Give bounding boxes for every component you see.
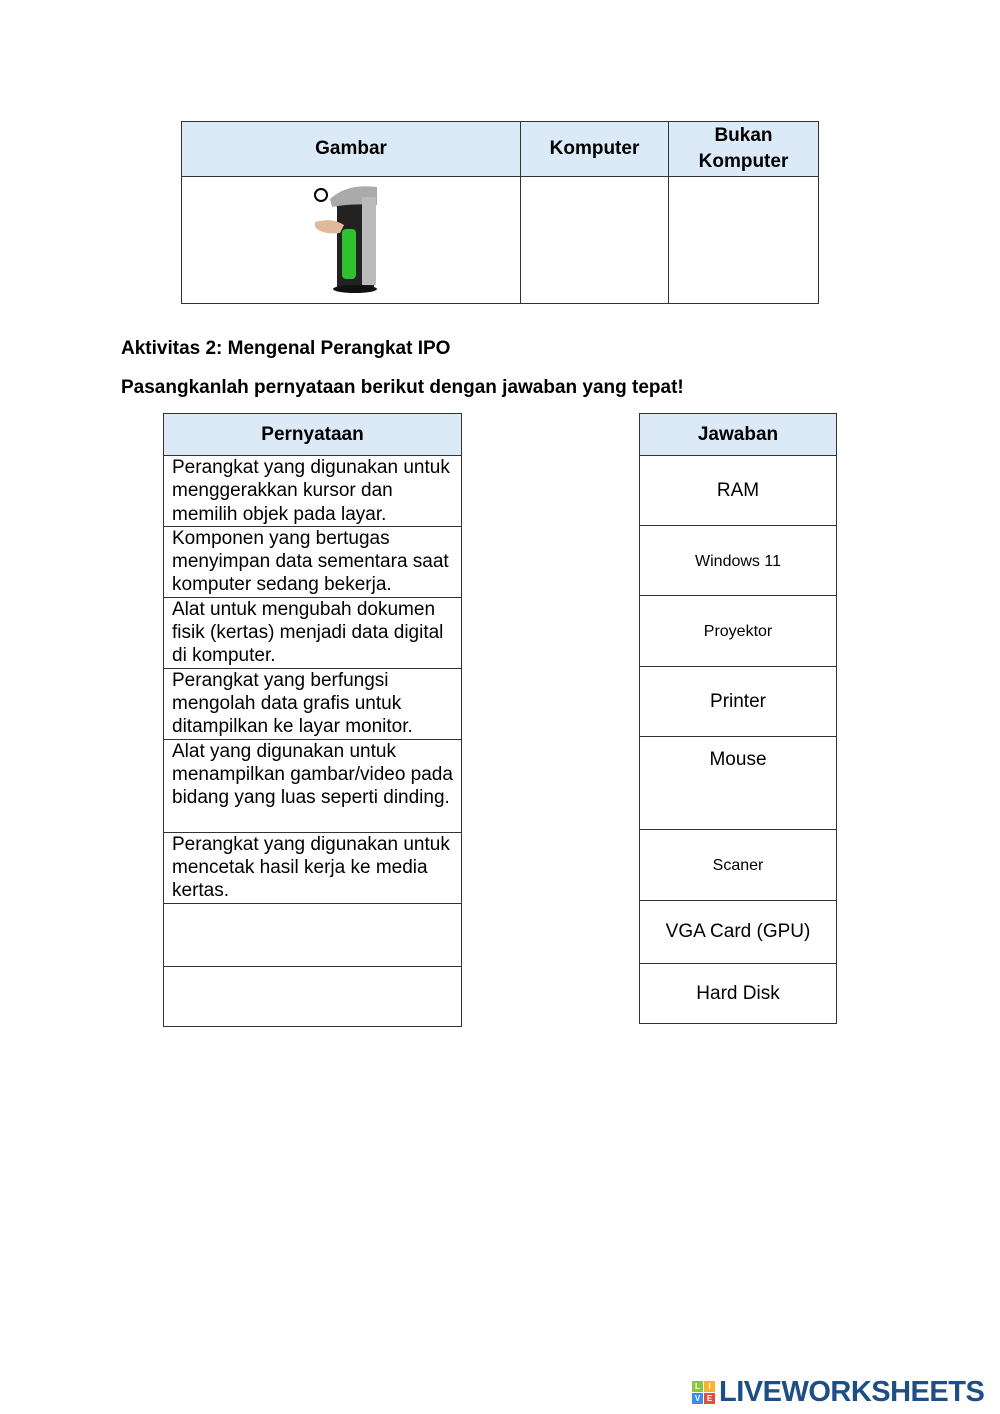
statement-item[interactable]: Perangkat yang digunakan untuk mencetak hasil kerja ke media kertas. bbox=[164, 832, 462, 903]
answer-item[interactable]: Hard Disk bbox=[640, 964, 837, 1024]
header-gambar: Gambar bbox=[182, 122, 521, 177]
answers-header: Jawaban bbox=[640, 414, 837, 456]
activity-title: Aktivitas 2: Mengenal Perangkat IPO bbox=[121, 338, 451, 359]
statement-item-empty[interactable] bbox=[164, 966, 462, 1026]
liveworksheets-logo bbox=[692, 1376, 984, 1409]
image-cell bbox=[182, 177, 521, 304]
statement-item[interactable]: Alat untuk mengubah dokumen fisik (kertas) menjadi data digital di komputer. bbox=[164, 597, 462, 668]
classification-table bbox=[181, 121, 819, 304]
logo-text: LIVEWORKSHEETS bbox=[719, 1376, 985, 1408]
answer-item[interactable] bbox=[640, 526, 837, 596]
statement-item-empty[interactable] bbox=[164, 903, 462, 966]
statement-item[interactable]: Alat yang digunakan untuk menampilkan gambar/video pada bidang yang luas seperti dinding. bbox=[164, 739, 462, 832]
statements-header: Pernyataan bbox=[164, 414, 462, 456]
answer-item[interactable] bbox=[640, 830, 837, 901]
answer-item[interactable]: VGA Card (GPU) bbox=[640, 901, 837, 964]
radio-circle-icon bbox=[315, 189, 327, 201]
answer-item[interactable]: Printer bbox=[640, 667, 837, 737]
answer-text: Scaner bbox=[712, 857, 764, 874]
answers-table bbox=[639, 413, 837, 1024]
answer-item[interactable] bbox=[640, 596, 837, 667]
statement-item[interactable]: Komponen yang bertugas menyimpan data sementara saat komputer sedang bekerja. bbox=[164, 526, 462, 597]
instruction: Pasangkanlah pernyataan berikut dengan jawaban yang tepat! bbox=[121, 377, 684, 398]
header-bukan-komputer: Bukan Komputer bbox=[669, 122, 819, 177]
statements-table bbox=[163, 413, 462, 1027]
soap-dispenser-image bbox=[182, 177, 520, 298]
answer-item[interactable]: Mouse bbox=[640, 737, 837, 830]
answer-text: Windows 11 bbox=[695, 552, 781, 570]
bukan-komputer-answer-cell[interactable] bbox=[669, 177, 819, 304]
live-badge-icon: L I V E bbox=[692, 1381, 715, 1404]
statement-item[interactable]: Perangkat yang digunakan untuk menggerakkan kursor dan memilih objek pada layar. bbox=[164, 456, 462, 527]
answer-item[interactable]: RAM bbox=[640, 456, 837, 526]
komputer-answer-cell[interactable] bbox=[521, 177, 669, 304]
header-komputer: Komputer bbox=[521, 122, 669, 177]
statement-item[interactable]: Perangkat yang berfungsi mengolah data grafis untuk ditampilkan ke layar monitor. bbox=[164, 668, 462, 739]
answer-text: Proyektor bbox=[703, 623, 773, 640]
